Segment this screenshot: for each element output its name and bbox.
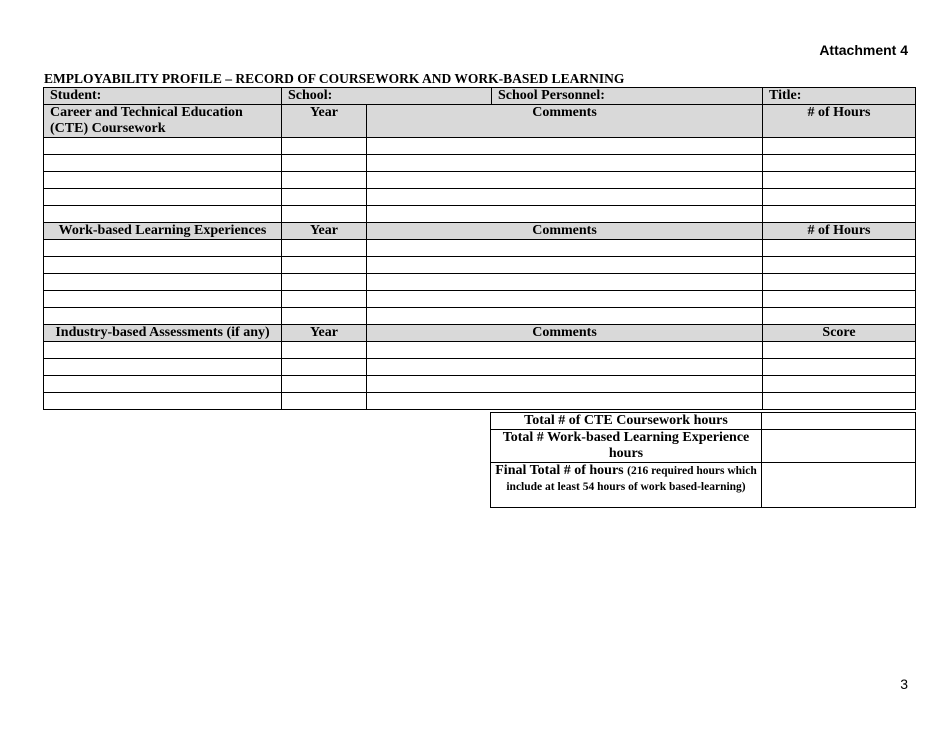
cte-year-cell[interactable] xyxy=(282,206,367,223)
wbl-comments-cell[interactable] xyxy=(367,257,763,274)
iba-comments-cell[interactable] xyxy=(367,359,763,376)
iba-assessment-cell[interactable] xyxy=(44,342,282,359)
iba-comments-header: Comments xyxy=(367,325,763,342)
iba-score-header: Score xyxy=(763,325,916,342)
wbl-year-header: Year xyxy=(282,223,367,240)
table-row xyxy=(44,342,916,359)
table-row xyxy=(44,189,916,206)
wbl-experience-cell[interactable] xyxy=(44,291,282,308)
info-row xyxy=(44,88,916,105)
table-row xyxy=(44,291,916,308)
wbl-hours-cell[interactable] xyxy=(763,308,916,325)
cte-year-cell[interactable] xyxy=(282,155,367,172)
wbl-hours-cell[interactable] xyxy=(763,257,916,274)
iba-assessment-cell[interactable] xyxy=(44,359,282,376)
school-label: School: xyxy=(282,88,492,105)
iba-score-cell[interactable] xyxy=(763,359,916,376)
cte-comments-cell[interactable] xyxy=(367,155,763,172)
final-total-value[interactable] xyxy=(762,463,916,508)
student-label: Student: xyxy=(44,88,282,105)
iba-assessment-cell[interactable] xyxy=(44,376,282,393)
wbl-comments-cell[interactable] xyxy=(367,291,763,308)
wbl-year-cell[interactable] xyxy=(282,257,367,274)
cte-comments-header: Comments xyxy=(367,105,763,138)
wbl-hours-cell[interactable] xyxy=(763,291,916,308)
totals-table xyxy=(490,412,916,508)
cte-course-cell[interactable] xyxy=(44,189,282,206)
iba-year-cell[interactable] xyxy=(282,359,367,376)
table-row xyxy=(44,155,916,172)
cte-hours-header: # of Hours xyxy=(763,105,916,138)
cte-comments-cell[interactable] xyxy=(367,172,763,189)
iba-year-header: Year xyxy=(282,325,367,342)
attachment-label: Attachment 4 xyxy=(819,42,908,58)
wbl-comments-cell[interactable] xyxy=(367,274,763,291)
table-row xyxy=(44,240,916,257)
wbl-total-label: Total # Work-based Learning Experience hours xyxy=(491,430,762,463)
cte-course-cell[interactable] xyxy=(44,138,282,155)
document-title: EMPLOYABILITY PROFILE – RECORD OF COURSEWORK AND WORK-BASED LEARNING xyxy=(44,71,625,86)
final-total-row xyxy=(491,463,916,508)
wbl-year-cell[interactable] xyxy=(282,291,367,308)
page-number: 3 xyxy=(900,676,908,692)
wbl-header-row xyxy=(44,223,916,240)
wbl-comments-header: Comments xyxy=(367,223,763,240)
employability-profile-table xyxy=(43,87,916,410)
cte-comments-cell[interactable] xyxy=(367,138,763,155)
iba-section-label: Industry-based Assessments (if any) xyxy=(44,325,282,342)
cte-course-cell[interactable] xyxy=(44,206,282,223)
cte-year-cell[interactable] xyxy=(282,138,367,155)
wbl-comments-cell[interactable] xyxy=(367,240,763,257)
cte-comments-cell[interactable] xyxy=(367,206,763,223)
iba-comments-cell[interactable] xyxy=(367,376,763,393)
cte-hours-cell[interactable] xyxy=(763,189,916,206)
title-label: Title: xyxy=(763,88,916,105)
school-personnel-label: School Personnel: xyxy=(492,88,763,105)
wbl-hours-cell[interactable] xyxy=(763,240,916,257)
iba-score-cell[interactable] xyxy=(763,342,916,359)
cte-header-row xyxy=(44,105,916,138)
cte-hours-cell[interactable] xyxy=(763,155,916,172)
wbl-experience-cell[interactable] xyxy=(44,308,282,325)
iba-score-cell[interactable] xyxy=(763,376,916,393)
cte-course-cell[interactable] xyxy=(44,155,282,172)
wbl-hours-cell[interactable] xyxy=(763,274,916,291)
cte-total-label: Total # of CTE Coursework hours xyxy=(491,413,762,430)
table-row xyxy=(44,376,916,393)
cte-comments-cell[interactable] xyxy=(367,189,763,206)
final-total-label xyxy=(491,463,762,508)
table-row xyxy=(44,138,916,155)
cte-hours-cell[interactable] xyxy=(763,172,916,189)
wbl-hours-header: # of Hours xyxy=(763,223,916,240)
table-row xyxy=(44,393,916,410)
wbl-year-cell[interactable] xyxy=(282,240,367,257)
wbl-comments-cell[interactable] xyxy=(367,308,763,325)
wbl-experience-cell[interactable] xyxy=(44,257,282,274)
cte-section-label: Career and Technical Education (CTE) Coursework xyxy=(44,105,282,138)
cte-year-cell[interactable] xyxy=(282,172,367,189)
table-row xyxy=(44,308,916,325)
iba-assessment-cell[interactable] xyxy=(44,393,282,410)
wbl-section-label: Work-based Learning Experiences xyxy=(44,223,282,240)
iba-comments-cell[interactable] xyxy=(367,342,763,359)
wbl-experience-cell[interactable] xyxy=(44,274,282,291)
table-row xyxy=(44,206,916,223)
wbl-year-cell[interactable] xyxy=(282,274,367,291)
table-row xyxy=(44,257,916,274)
table-row xyxy=(44,274,916,291)
cte-total-value[interactable] xyxy=(762,413,916,430)
iba-comments-cell[interactable] xyxy=(367,393,763,410)
wbl-year-cell[interactable] xyxy=(282,308,367,325)
cte-year-cell[interactable] xyxy=(282,189,367,206)
final-total-note: (216 required hours which include at least 54 hours of work based-learning) xyxy=(506,465,757,493)
wbl-experience-cell[interactable] xyxy=(44,240,282,257)
iba-year-cell[interactable] xyxy=(282,342,367,359)
final-total-main: Final Total # of hours xyxy=(495,463,624,478)
table-row xyxy=(44,172,916,189)
iba-year-cell[interactable] xyxy=(282,376,367,393)
cte-year-header: Year xyxy=(282,105,367,138)
cte-hours-cell[interactable] xyxy=(763,138,916,155)
iba-score-cell[interactable] xyxy=(763,393,916,410)
table-row xyxy=(44,359,916,376)
wbl-total-value[interactable] xyxy=(762,430,916,463)
iba-header-row xyxy=(44,325,916,342)
iba-year-cell[interactable] xyxy=(282,393,367,410)
cte-total-row xyxy=(491,413,916,430)
cte-course-cell[interactable] xyxy=(44,172,282,189)
wbl-total-row xyxy=(491,430,916,463)
cte-hours-cell[interactable] xyxy=(763,206,916,223)
